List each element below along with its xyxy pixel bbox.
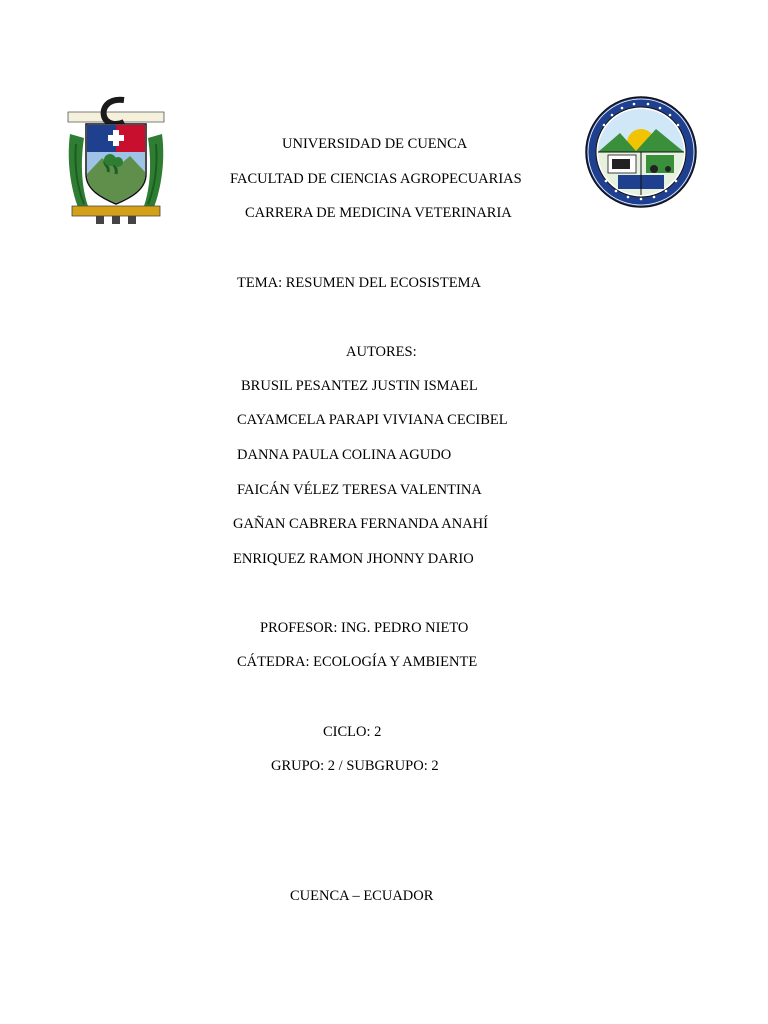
cycle-line: CICLO: 2 <box>323 724 382 740</box>
faculty-seal-logo <box>584 95 698 209</box>
faculty-seal-icon <box>584 95 698 209</box>
author-name: FAICÁN VÉLEZ TERESA VALENTINA <box>237 482 482 498</box>
chair-line: CÁTEDRA: ECOLOGÍA Y AMBIENTE <box>237 654 478 670</box>
university-crest-logo <box>66 94 166 226</box>
author-name: GAÑAN CABRERA FERNANDA ANAHÍ <box>233 516 488 532</box>
group-line: GRUPO: 2 / SUBGRUPO: 2 <box>271 758 439 774</box>
authors-heading: AUTORES: <box>346 344 417 360</box>
author-name: ENRIQUEZ RAMON JHONNY DARIO <box>233 551 474 567</box>
university-name: UNIVERSIDAD DE CUENCA <box>282 136 468 152</box>
career-name: CARRERA DE MEDICINA VETERINARIA <box>245 205 512 221</box>
author-name: CAYAMCELA PARAPI VIVIANA CECIBEL <box>237 412 508 428</box>
topic-line: TEMA: RESUMEN DEL ECOSISTEMA <box>237 275 481 291</box>
author-name: DANNA PAULA COLINA AGUDO <box>237 447 452 463</box>
professor-line: PROFESOR: ING. PEDRO NIETO <box>260 620 469 636</box>
place-line: CUENCA – ECUADOR <box>290 888 434 904</box>
faculty-name: FACULTAD DE CIENCIAS AGROPECUARIAS <box>230 171 522 187</box>
author-name: BRUSIL PESANTEZ JUSTIN ISMAEL <box>241 378 478 394</box>
university-crest-icon <box>66 94 166 226</box>
